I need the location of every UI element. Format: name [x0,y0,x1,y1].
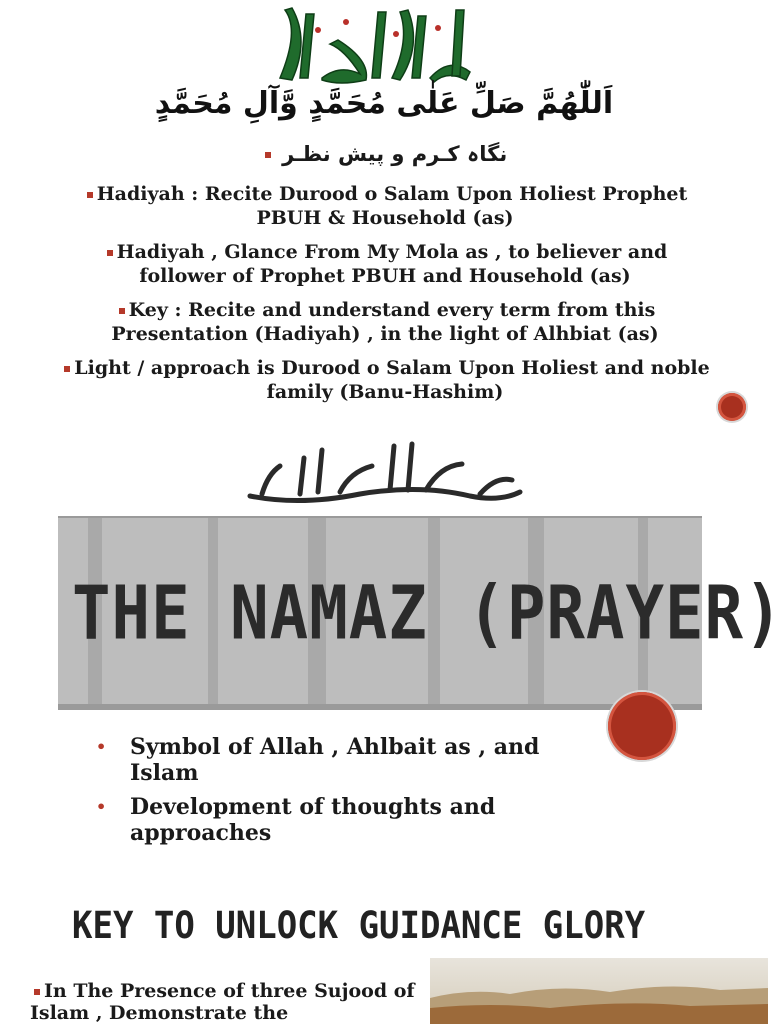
bullet-icon [87,192,93,198]
namaz-points-list [96,734,566,854]
decorative-circle-icon [608,692,676,760]
bullet-icon [265,152,271,158]
urdu-subtitle [0,142,768,166]
hadiyah-point-line1: Light / approach is Durood o Salam Upon Holiest and noble [74,357,710,379]
hadiyah-point-line1: Hadiyah : Recite Durood o Salam Upon Holiest Prophet [96,183,688,205]
hadiyah-point [40,356,730,404]
title-banner [58,518,784,710]
banner-title: THE NAMAZ (PRAYER) [72,572,784,658]
list-item-text: Symbol of Allah , Ahlbait as , and Islam [130,734,540,786]
hadiyah-point-line2: PBUH & Household (as) [256,207,514,229]
bismillah-calligraphy [0,436,768,516]
presence-point-text: In The Presence of three Sujood of Islam , Demonstrate the [30,980,415,1024]
bullet-icon [107,250,113,256]
list-item [96,794,566,846]
hadiyah-point-line2: follower of Prophet PBUH and Household (as) [139,265,631,287]
kalima-calligraphy [0,0,768,86]
list-item [96,734,566,786]
list-item-text: Development of thoughts and approaches [130,794,496,846]
bullet-icon [34,989,40,995]
hadiyah-point-line2: family (Banu-Hashim) [266,381,504,403]
presence-point [30,980,430,1024]
bullet-icon: • [96,797,107,816]
banner-bottom-edge [58,704,702,710]
landscape-image [430,958,768,1024]
hadiyah-point [40,298,730,346]
bullet-icon: • [96,737,107,756]
urdu-subtitle-text: نگاہ کـرم و پیش نظـر [282,142,508,166]
bullet-icon [119,308,125,314]
hadiyah-point-line2: Presentation (Hadiyah) , in the light of Alhbiat (as) [111,323,659,345]
durood-arabic: اَللّٰهُمَّ صَلِّ عَلٰی مُحَمَّدٍ وَّآلِ مُحَمَّدٍ [154,86,614,121]
hadiyah-point [40,240,730,288]
hadiyah-point-line1: Key : Recite and understand every term from this [128,299,656,321]
bullet-icon [64,366,70,372]
hadiyah-point [40,182,730,230]
section-heading: KEY TO UNLOCK GUIDANCE GLORY [72,904,646,948]
decorative-circle-icon [718,393,746,421]
hadiyah-point-line1: Hadiyah , Glance From My Mola as , to believer and [116,241,668,263]
